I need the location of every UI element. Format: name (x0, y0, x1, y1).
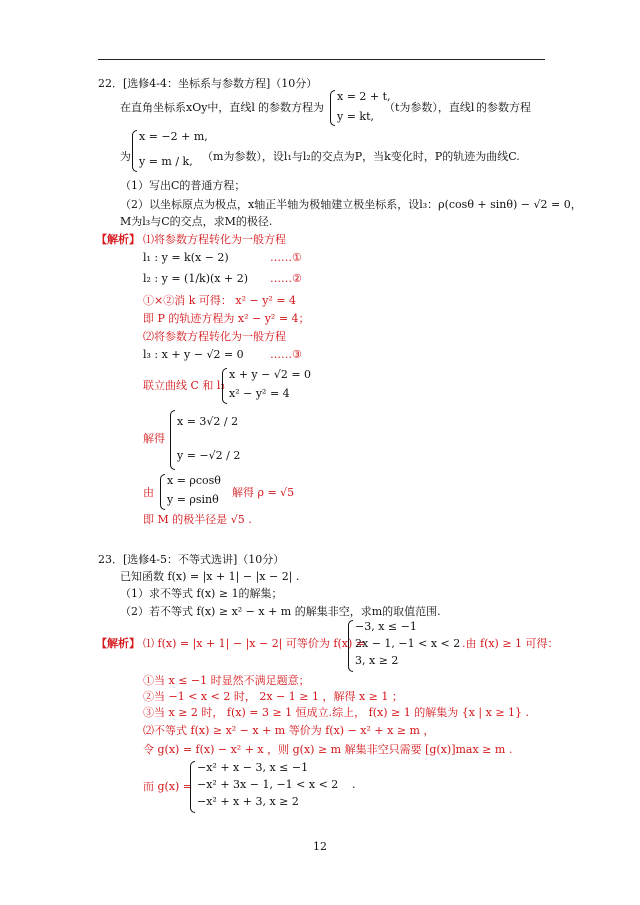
q22-system2-eq1: x = −2 + m, (139, 130, 208, 143)
header-rule (98, 59, 545, 60)
q22-line1b: 的参数方程为 (258, 101, 324, 114)
q22-mark1: ……① (270, 251, 302, 264)
q22-system5-eq1: x = ρcosθ (167, 474, 221, 487)
q23-solution-step1: ⑴ f(x) = |x + 1| − |x − 2| 可等价为 f(x) = (143, 637, 365, 650)
q22-solution-step9: 即 M 的极半径是 √5 . (143, 513, 252, 526)
q23-piece2: 2x − 1, −1 < x < 2 (355, 637, 461, 650)
q23-step2: ⑵不等式 f(x) ≥ x² − x + m 等价为 f(x) − x² + x ≥ m ， (143, 724, 435, 737)
q22-jiexi-label: 【解析】 (96, 233, 140, 246)
q23-step3: 令 g(x) = f(x) − x² + x ，则 g(x) ≥ m 解集非空只需要 [g(x)]max ≥ m . (143, 743, 513, 756)
q23-heading: 23．[选修4-5：不等式选讲]（10分） (98, 553, 285, 566)
brace (348, 620, 353, 672)
q23-g-period: . (352, 778, 356, 791)
q22-solution-step5: 联立曲线 C 和 l₃ (143, 379, 225, 392)
q22-line2b: （m为参数），设l₁与l₂的交点为P，当k变化时，P的轨迹为曲线C. (202, 150, 520, 163)
q22-system3-eq1: x + y − √2 = 0 (229, 368, 312, 381)
q22-part2b: M为l₃与C的交点，求M的极径. (120, 215, 273, 228)
q22-eq-l2: l₂ : y = (1/k)(x + 2) (143, 272, 248, 285)
q22-system2-eq2: y = m / k, (139, 155, 193, 168)
q22-system1-eq2: y = kt, (337, 110, 375, 123)
q22-mark2: ……② (270, 272, 302, 285)
q22-solution-step2: ①×②消 k 可得： x² − y² = 4 (143, 294, 297, 307)
q23-g-piece2: −x² + 3x − 1, −1 < x < 2 (197, 778, 339, 791)
q23-case2: ②当 −1 < x < 2 时， 2x − 1 ≥ 1 ，解得 x ≥ 1 ； (143, 690, 403, 703)
q22-solution-step1: ⑴将参数方程转化为一般方程 (143, 233, 286, 246)
q22-system3-eq2: x² − y² = 4 (229, 387, 290, 400)
q23-jiexi-label: 【解析】 (96, 637, 140, 650)
q23-case1: ①当 x ≤ −1 时显然不满足题意； (143, 674, 310, 687)
q22-system4-eq1: x = 3√2 / 2 (177, 415, 239, 428)
q22-part2: （2）以坐标原点为极点，x轴正半轴为极轴建立极坐标系，设l₃：ρ(cosθ + sinθ) − √2 = 0， (120, 198, 582, 211)
brace (190, 761, 195, 813)
q23-g-piece3: −x² + x + 3, x ≥ 2 (197, 795, 299, 808)
q23-case3: ③当 x ≥ 2 时， f(x) = 3 ≥ 1 恒成立.综上， f(x) ≥ 1 的解集为 {x | x ≥ 1} . (143, 706, 530, 719)
q23-line1: 已知函数 f(x) = |x + 1| − |x − 2| . (120, 570, 300, 583)
q22-solution-step4: ⑵将参数方程转化为一般方程 (143, 330, 286, 343)
q22-system1-eq1: x = 2 + t, (337, 90, 391, 103)
q22-eq-l1: l₁ : y = k(x − 2) (143, 251, 229, 264)
q22-system4-eq2: y = −√2 / 2 (177, 449, 241, 462)
brace (132, 130, 137, 172)
q22-heading: 22．[选修4-4：坐标系与参数方程]（10分） (98, 77, 318, 90)
q22-part1: （1）写出C的普通方程； (120, 179, 246, 192)
q22-mark3: ……③ (270, 348, 302, 361)
q22-solution-step6: 解得 (143, 432, 165, 445)
brace (330, 90, 335, 126)
q22-line1a: 在直角坐标系xOy中，直线l (120, 101, 255, 114)
brace (222, 368, 227, 404)
q22-solution-step7: 由 (143, 486, 154, 499)
q22-line1c: （t为参数），直线l (384, 101, 475, 114)
q22-solution-step3: 即 P 的轨迹方程为 x² − y² = 4； (143, 312, 310, 325)
q23-g-piece1: −x² + x − 3, x ≤ −1 (197, 761, 309, 774)
q22-solution-step8: 解得 ρ = √5 (232, 486, 295, 499)
q23-piece3: 3, x ≥ 2 (355, 654, 399, 667)
q22-wei: 为 (120, 150, 131, 163)
brace (170, 410, 175, 470)
page-number: 12 (313, 840, 327, 853)
q23-solution-step1b: .由 f(x) ≥ 1 可得： (462, 637, 559, 650)
q23-piece1: −3, x ≤ −1 (355, 620, 417, 633)
q22-eq-l3: l₃ : x + y − √2 = 0 (143, 348, 244, 361)
q22-line1d: 的参数方程 (476, 101, 531, 114)
q22-system5-eq2: y = ρsinθ (167, 493, 219, 506)
q23-step4: 而 g(x) = (143, 780, 193, 793)
brace (160, 474, 165, 510)
q23-part2: （2）若不等式 f(x) ≥ x² − x + m 的解集非空，求m的取值范围. (120, 605, 441, 618)
q23-part1: （1）求不等式 f(x) ≥ 1的解集； (120, 587, 283, 600)
